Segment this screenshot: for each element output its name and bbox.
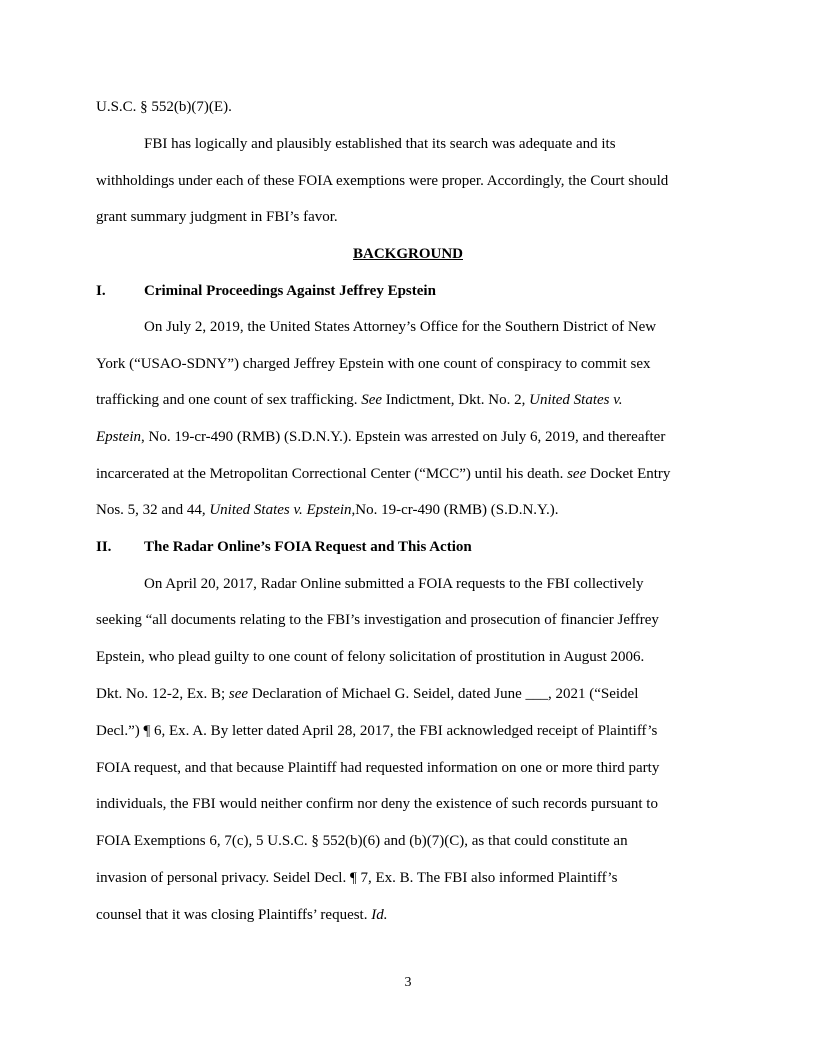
case-name: United States v. Epstein xyxy=(209,502,352,518)
text-run: Indictment, Dkt. No. 2, xyxy=(382,392,530,408)
paragraph-line: York (“USAO-SDNY”) charged Jeffrey Epstein with one count of conspiracy to commit sex xyxy=(96,356,651,372)
citation-signal: see xyxy=(228,686,249,702)
paragraph-line: individuals, the FBI would neither confirm nor deny the existence of such records pursuant to xyxy=(96,796,658,812)
text-run: counsel that it was closing Plaintiffs’ request. xyxy=(96,907,372,923)
paragraph-line: invasion of personal privacy. Seidel Decl. ¶ 7, Ex. B. The FBI also informed Plaintiff’s xyxy=(96,870,618,886)
text-run: trafficking and one count of sex trafficking. xyxy=(96,392,362,408)
paragraph-line xyxy=(96,465,670,483)
section-title: Criminal Proceedings Against Jeffrey Epstein xyxy=(144,283,436,299)
section-number: I. xyxy=(96,283,106,299)
text-run: Nos. 5, 32 and 44, xyxy=(96,502,210,518)
text-run: Dkt. No. 12-2, Ex. B; xyxy=(96,686,229,702)
case-name: Epstein xyxy=(96,429,141,445)
paragraph-line: seeking “all documents relating to the FBI’s investigation and prosecution of financier Jeffrey xyxy=(96,612,659,628)
paragraph-line: On July 2, 2019, the United States Attorney’s Office for the Southern District of New xyxy=(144,319,657,335)
citation-id: Id. xyxy=(371,907,388,923)
paragraph-line: withholdings under each of these FOIA exemptions were proper. Accordingly, the Court should xyxy=(96,173,669,189)
paragraph-line: grant summary judgment in FBI’s favor. xyxy=(96,209,338,225)
paragraph-line: U.S.C. § 552(b)(7)(E). xyxy=(96,99,232,115)
background-heading: BACKGROUND xyxy=(352,246,463,262)
section-title: The Radar Online’s FOIA Request and This Action xyxy=(144,539,472,555)
section-number: II. xyxy=(96,539,112,555)
paragraph-line xyxy=(96,391,623,409)
text-run: incarcerated at the Metropolitan Correctional Center (“MCC”) until his death. xyxy=(96,466,568,482)
text-run: Docket Entry xyxy=(586,466,671,482)
paragraph-line: FOIA request, and that because Plaintiff had requested information on one or more third party xyxy=(96,760,660,776)
paragraph-line: On April 20, 2017, Radar Online submitted a FOIA requests to the FBI collectively xyxy=(144,576,644,592)
paragraph-line: Decl.”) ¶ 6, Ex. A. By letter dated April 28, 2017, the FBI acknowledged receipt of Plaintiff’s xyxy=(96,723,658,739)
paragraph-line: FOIA Exemptions 6, 7(c), 5 U.S.C. § 552(b)(6) and (b)(7)(C), as that could constitute an xyxy=(96,833,628,849)
citation-signal: See xyxy=(361,392,383,408)
paragraph-line xyxy=(96,501,558,519)
citation-signal: see xyxy=(567,466,587,482)
paragraph-line xyxy=(96,906,387,924)
case-name: United States v. xyxy=(529,392,623,408)
page-number: 3 xyxy=(404,975,412,990)
paragraph-line xyxy=(96,428,665,446)
paragraph-line xyxy=(96,685,638,703)
text-run: , No. 19-cr-490 (RMB) (S.D.N.Y.). Epstein was arrested on July 6, 2019, and thereafter xyxy=(141,429,666,445)
text-run: Declaration of Michael G. Seidel, dated June ___, 2021 (“Seidel xyxy=(248,686,639,702)
paragraph-line: Epstein, who plead guilty to one count of felony solicitation of prostitution in August 2006. xyxy=(96,649,645,665)
text-run: ,No. 19-cr-490 (RMB) (S.D.N.Y.). xyxy=(351,502,559,518)
paragraph-line: FBI has logically and plausibly established that its search was adequate and its xyxy=(144,136,616,152)
